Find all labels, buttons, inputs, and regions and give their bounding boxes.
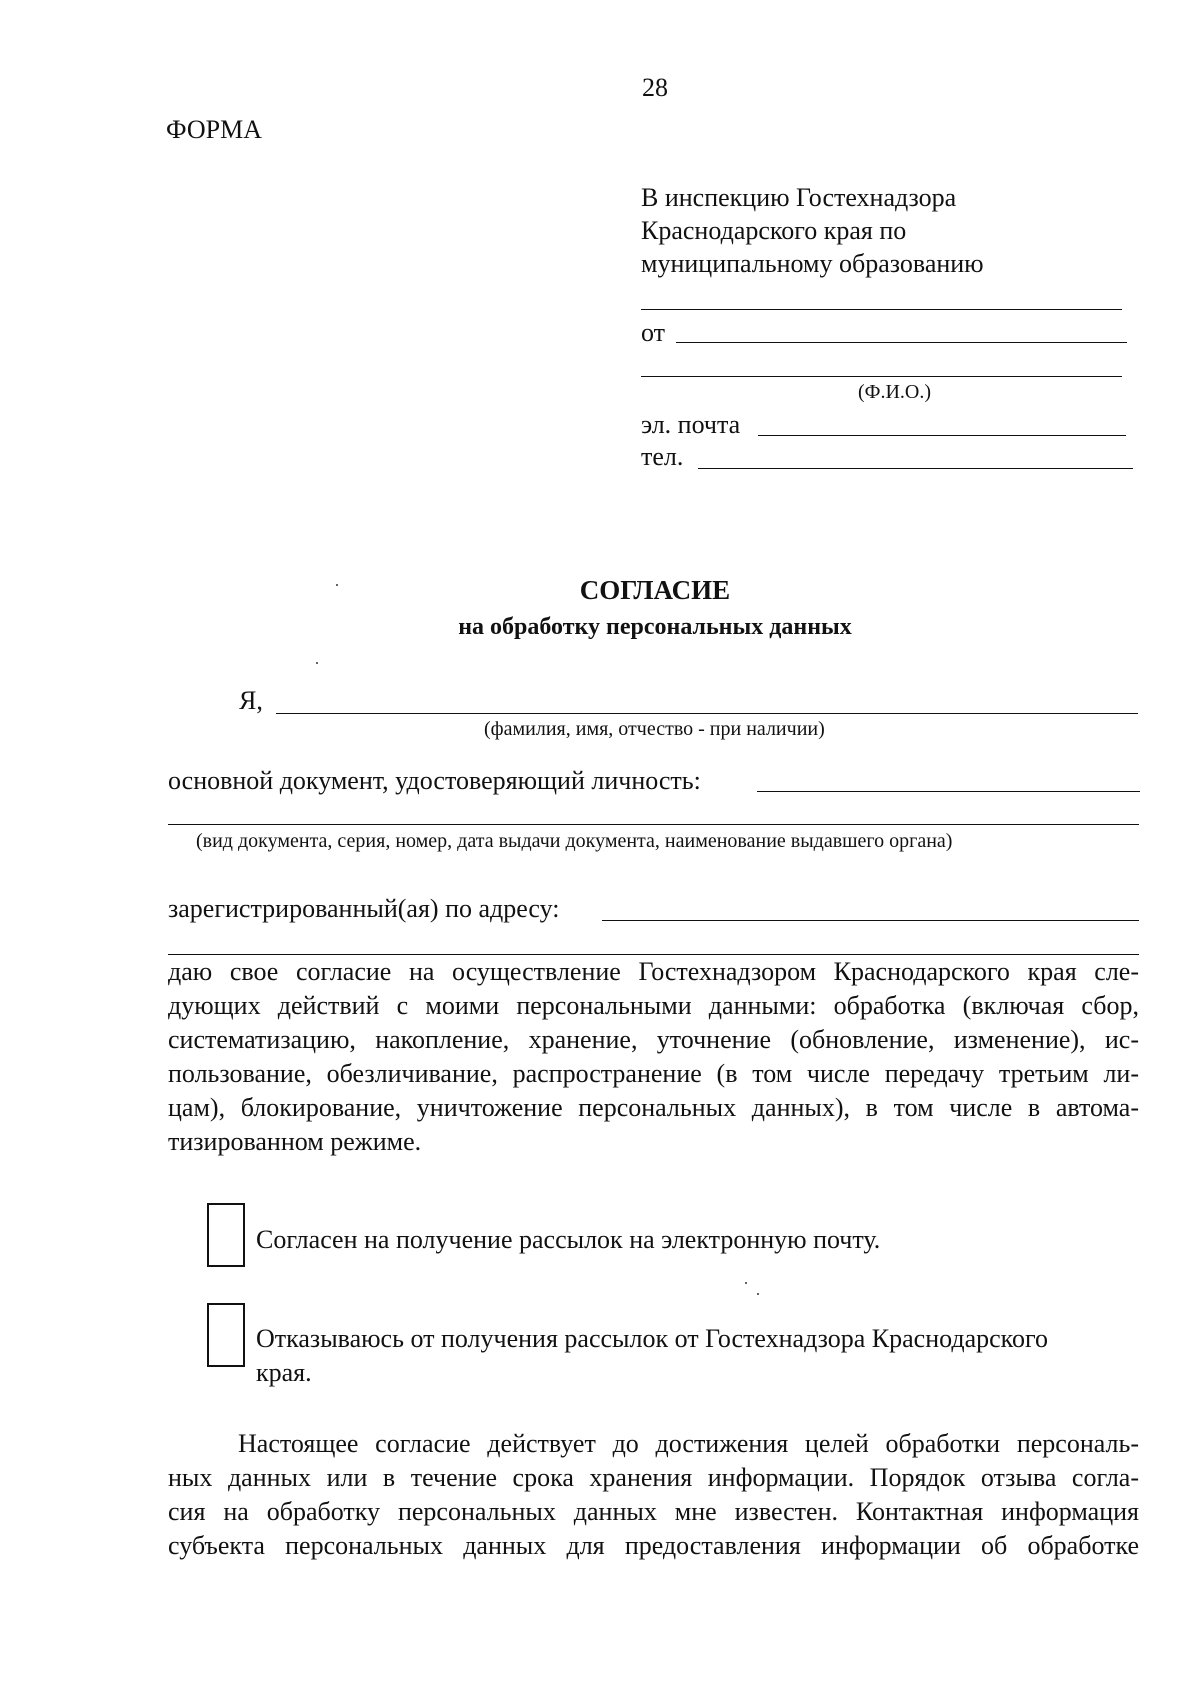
scan-speck [316,662,318,664]
fio-field[interactable] [641,376,1122,377]
newsletter-refusal-label-line-1: Отказываюсь от получения рассылок от Гостехнадзора Краснодарского [256,1324,1049,1353]
full-name-field[interactable] [276,713,1138,714]
i-label: Я, [239,686,263,715]
consent-line: тизированном режиме. [168,1127,422,1156]
fio-caption: (Ф.И.О.) [858,381,932,403]
consent-line: дующих действий с моими персональными данными: обработка (включая сбор, [168,991,1139,1020]
final-line: сия на обработку персональных данных мне известен. Контактная информация [168,1497,1139,1526]
document-subtitle: на обработку персональных данных [458,614,852,640]
consent-line: пользование, обезличивание, распространение (в том числе передачу третьим ли- [168,1059,1139,1088]
consent-line: цам), блокирование, уничтожение персональных данных), в том числе в автома- [168,1093,1139,1122]
phone-label: тел. [641,442,684,471]
document-caption: (вид документа, серия, номер, дата выдачи документа, наименование выдавшего органа) [196,830,953,852]
consent-line: даю свое согласие на осуществление Гостехнадзором Краснодарского края сле- [168,957,1139,986]
document-field[interactable] [757,791,1140,792]
email-field[interactable] [758,435,1126,436]
phone-field[interactable] [698,468,1133,469]
addressee-line-1: В инспекцию Гостехнадзора [641,183,957,212]
scan-speck [757,1293,759,1295]
municipality-field[interactable] [641,309,1122,310]
document-field-continued[interactable] [168,824,1139,825]
newsletter-consent-label: Согласен на получение рассылок на электронную почту. [256,1225,881,1254]
from-field[interactable] [676,342,1127,343]
page-number: 28 [642,73,668,102]
email-label: эл. почта [641,410,741,439]
scan-speck [745,1282,747,1284]
newsletter-refusal-label-line-2: края. [256,1358,312,1387]
final-paragraph [168,1427,1139,1563]
newsletter-refusal-checkbox[interactable] [207,1303,245,1367]
consent-line: систематизацию, накопление, хранение, уточнение (обновление, изменение), ис- [168,1025,1139,1054]
from-label: от [641,318,666,347]
final-line: субъекта персональных данных для предоставления информации об обработке [168,1531,1139,1560]
document-label: основной документ, удостоверяющий личность: [168,766,701,795]
form-label: ФОРМА [166,115,262,144]
final-line: ных данных или в течение срока хранения информации. Порядок отзыва согла- [168,1463,1139,1492]
newsletter-consent-checkbox[interactable] [207,1203,245,1267]
document-title: СОГЛАСИЕ [579,575,731,605]
address-field[interactable] [602,920,1139,921]
address-label: зарегистрированный(ая) по адресу: [168,894,560,923]
consent-paragraph [168,955,1139,1159]
name-caption: (фамилия, имя, отчество - при наличии) [484,718,825,740]
addressee-line-3: муниципальному образованию [641,249,984,278]
addressee-line-2: Краснодарского края по [641,216,907,245]
final-line: Настоящее согласие действует до достижения целей обработки персональ- [238,1429,1139,1458]
